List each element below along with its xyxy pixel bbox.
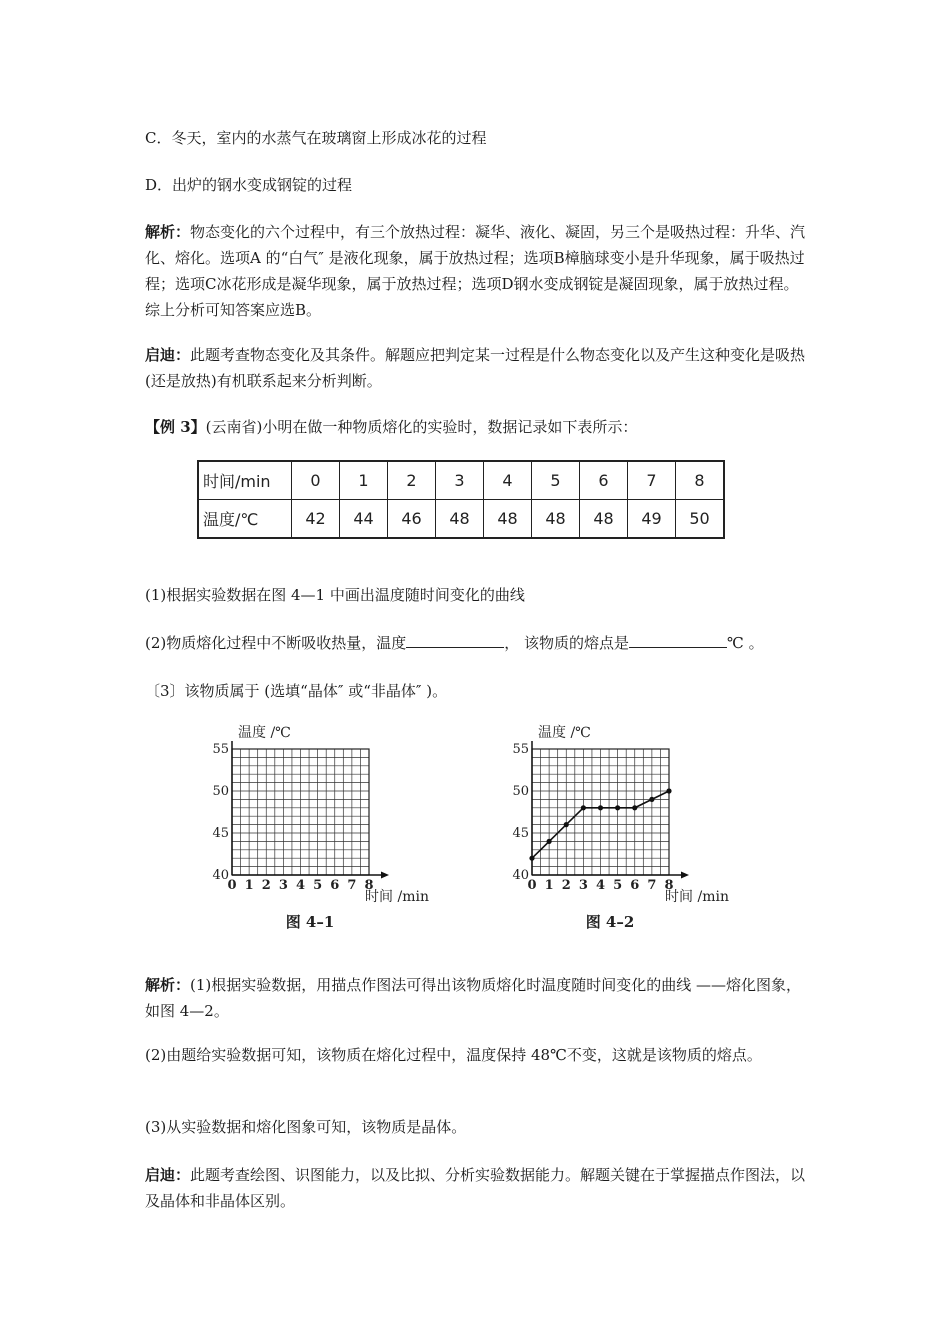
- data-point: [598, 805, 603, 810]
- analysis-2: [145, 972, 810, 1024]
- analysis-1-label: 解析：: [145, 223, 191, 241]
- y-tick-label: 55: [212, 742, 229, 757]
- table-header-time: 时间/min: [198, 461, 292, 500]
- option-c: C．冬天，室内的水蒸气在玻璃窗上形成冰花的过程: [145, 129, 487, 147]
- table-cell: 42: [292, 500, 340, 539]
- table-cell: 48: [436, 500, 484, 539]
- table-cell: 4: [484, 461, 532, 500]
- x-axis-label: 时间 /min: [665, 889, 729, 905]
- table-header-temp: 温度/℃: [198, 500, 292, 539]
- question-2-part-a: (2)物质熔化过程中不断吸收热量，温度: [145, 634, 407, 652]
- table-cell: 7: [628, 461, 676, 500]
- figure-4-1: [200, 715, 450, 940]
- x-tick-label: 0: [227, 878, 237, 893]
- table-cell: 8: [676, 461, 725, 500]
- analysis-1-text: 物态变化的六个过程中，有三个放热过程：凝华、液化、凝固，另三个是吸热过程：升华、汽化、熔化。选项A 的“白气″ 是液化现象，属于放热过程；选项B樟脑球变小是升华现象，属于吸热过程；选项C冰花形成是凝华现象，属于放热过程；选项D钢水变成钢锭是凝固现象，属于放热过程。综上分析可知答案应选B。: [145, 223, 806, 319]
- y-tick-label: 45: [512, 826, 529, 841]
- x-tick-label: 1: [244, 878, 254, 893]
- x-tick-label: 6: [630, 878, 640, 893]
- table-cell: 1: [340, 461, 388, 500]
- y-tick-label: 40: [512, 868, 529, 883]
- x-tick-label: 8: [364, 878, 374, 893]
- analysis-4: (3)从实验数据和熔化图象可知，该物质是晶体。: [145, 1118, 467, 1136]
- table-cell: 48: [532, 500, 580, 539]
- data-point: [581, 805, 586, 810]
- table-cell: 50: [676, 500, 725, 539]
- hint-2-text: 此题考查绘图、识图能力，以及比拟、分析实验数据能力。解题关键在于掌握描点作图法，以及晶体和非晶体区别。: [145, 1166, 806, 1210]
- x-tick-label: 3: [278, 878, 288, 893]
- x-axis-label: 时间 /min: [365, 889, 429, 905]
- question-2-part-c: ℃ 。: [727, 634, 764, 652]
- table-cell: 2: [388, 461, 436, 500]
- data-point: [615, 805, 620, 810]
- x-tick-label: 3: [578, 878, 588, 893]
- x-tick-label: 7: [347, 878, 357, 893]
- question-1: (1)根据实验数据在图 4—1 中画出温度随时间变化的曲线: [145, 586, 525, 604]
- y-tick-label: 45: [212, 826, 229, 841]
- table-row-time: [198, 461, 724, 500]
- data-point: [649, 797, 654, 802]
- analysis-2-label: 解析：: [145, 976, 191, 994]
- y-tick-label: 55: [512, 742, 529, 757]
- x-tick-label: 7: [647, 878, 657, 893]
- table-cell: 48: [580, 500, 628, 539]
- table-cell: 3: [436, 461, 484, 500]
- x-tick-label: 1: [544, 878, 554, 893]
- x-tick-label: 5: [313, 878, 323, 893]
- y-tick-label: 40: [212, 868, 229, 883]
- hint-2-label: 启迪：: [145, 1166, 191, 1184]
- example-3: [145, 414, 810, 440]
- x-tick-label: 5: [613, 878, 623, 893]
- answer-blank-1[interactable]: [406, 631, 504, 648]
- x-tick-label: 6: [330, 878, 340, 893]
- hint-1: [145, 342, 810, 394]
- hint-1-label: 启迪：: [145, 346, 191, 364]
- hint-1-text: 此题考查物态变化及其条件。解题应把判定某一过程是什么物态变化以及产生这种变化是吸热(还是放热)有机联系起来分析判断。: [145, 346, 806, 390]
- table-row-temp: [198, 500, 724, 539]
- question-3: 〔3〕该物质属于 (选填“晶体″ 或“非晶体″ )。: [145, 682, 448, 700]
- y-axis-label: 温度 /℃: [538, 725, 591, 741]
- table-cell: 44: [340, 500, 388, 539]
- analysis-2-text: (1)根据实验数据，用描点作图法可得出该物质熔化时温度随时间变化的曲线 ——熔化图象，如图 4—2。: [145, 976, 802, 1020]
- x-tick-label: 4: [295, 878, 306, 893]
- data-table: [197, 460, 725, 539]
- x-tick-label: 4: [595, 878, 606, 893]
- analysis-1: [145, 219, 810, 323]
- question-2: [145, 630, 810, 656]
- table-cell: 5: [532, 461, 580, 500]
- y-axis-label: 温度 /℃: [238, 725, 291, 741]
- table-cell: 48: [484, 500, 532, 539]
- table-cell: 46: [388, 500, 436, 539]
- y-tick-label: 50: [212, 784, 229, 799]
- figure-caption: 图 4–1: [285, 913, 335, 931]
- x-tick-label: 2: [561, 878, 571, 893]
- data-point: [632, 805, 637, 810]
- hint-2: [145, 1162, 810, 1214]
- table-cell: 49: [628, 500, 676, 539]
- x-tick-label: 8: [664, 878, 674, 893]
- analysis-3: (2)由题给实验数据可知，该物质在熔化过程中，温度保持 48℃不变，这就是该物质的熔点。: [145, 1046, 762, 1064]
- x-tick-label: 2: [261, 878, 271, 893]
- figure-4-2: [500, 715, 750, 940]
- x-tick-label: 0: [527, 878, 537, 893]
- y-tick-label: 50: [512, 784, 529, 799]
- question-2-part-b: ， 该物质的熔点是: [504, 634, 630, 652]
- data-point: [547, 839, 552, 844]
- example-3-label: 【例 3】: [145, 418, 206, 436]
- table-cell: 0: [292, 461, 340, 500]
- x-axis-arrow: [381, 872, 389, 879]
- option-d: D．出炉的钢水变成钢锭的过程: [145, 176, 353, 194]
- x-axis-arrow: [681, 872, 689, 879]
- example-3-text: (云南省)小明在做一种物质熔化的实验时，数据记录如下表所示：: [205, 418, 638, 436]
- answer-blank-2[interactable]: [629, 631, 727, 648]
- figure-caption: 图 4–2: [585, 913, 635, 931]
- data-point: [529, 856, 534, 861]
- table-cell: 6: [580, 461, 628, 500]
- data-point: [564, 822, 569, 827]
- data-point: [666, 788, 671, 793]
